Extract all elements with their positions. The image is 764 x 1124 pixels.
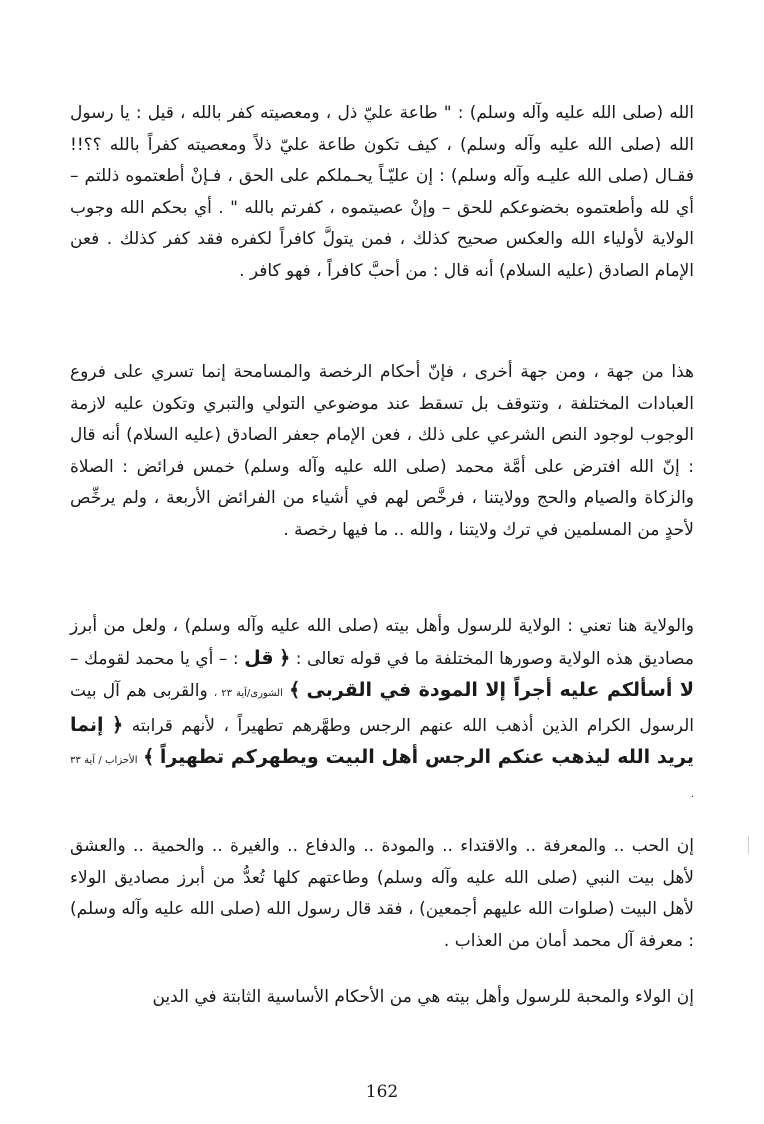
margin-mark	[748, 836, 749, 854]
paragraph-2: هذا من جهة ، ومن جهة أخرى ، فإنّ أحكام الرخصة والمسامحة إنما تسري على فروع العبادات المختلفة ، وتتوقف بل تسقط عند موضوعي التولي والتبري وتكون عليه لازمة الوجوب لوجود النص الشرعي على ذلك ، فعن الإمام جعفر الصادق (عليه السلام) أنه قال : إنّ الله افترض على أمَّة محمد (صلى الله عليه وآله وسلم) خمس فرائض : الصلاة والزكاة والصيام والحج وولايتنا ، فرخَّص لهم في أشياء من الفرائض الأربعة ، ولم يرخِّص لأحدٍ من المسلمين في ترك ولايتنا ، والله .. ما فيها رخصة .	[70, 362, 694, 540]
paragraph-3	[70, 611, 694, 810]
verse-reference-shura: الشورى/آية ٢٣ ،	[213, 688, 283, 699]
quran-bracket-open: ﴿	[279, 646, 291, 669]
quran-bracket-open-2: ﴿	[112, 713, 124, 736]
paragraph-4: إن الحب .. والمعرفة .. والاقتداء .. والمودة .. والدفاع .. والغيرة .. والحمية .. والعشق لأهل بيت النبي (صلى الله عليه وآله وسلم) وطاعتهم كلها تُعدُّ من أبرز مصاديق الولاء لأهل البيت (صلوات الله عليهم أجمعين) ، فقد قال رسول الله (صلى الله عليه وآله وسلم) : معرفة آل محمد أمان من العذاب .	[70, 836, 694, 951]
quran-verse-ahzab: إنما يريد الله ليذهب عنكم الرجس أهل البيت ويطهركم تطهيراً	[70, 713, 695, 768]
paragraph-3-intro: والولاية هنا تعني : الولاية للرسول وأهل بيته (صلى الله عليه وآله وسلم) ، ولعل من أبرز مصاديق هذه الولاية وصورها المختلفة ما في قوله تعالى :	[70, 616, 694, 669]
page-number: 162	[365, 1082, 399, 1102]
quran-bracket-close-2: ﴾	[143, 746, 155, 768]
quran-word-say: قل	[244, 646, 274, 669]
paragraph-3-continuation: والقربى هم آل بيت الرسول الكرام الذين أذهب الله عنهم الرجس وطهَّرهم تطهيراً ، لأنهم قرابته	[70, 681, 694, 736]
paragraph-1: الله (صلى الله عليه وآله وسلم) : " طاعة عليّ ذل ، ومعصيته كفر بالله ، قيل : يا رسول الله (صلى الله عليه وآله وسلم) ، كيف تكون طاعة عليّ ذلاً ومعصيته كفراً بالله ؟؟!! فقـال (صلى الله عليـه وآله وسلم) : إن عليّـاً يحـملكم على الحق ، فـإنْ أطعتموه ذللتم – أي لله وأطعتموه بخضوعكم للحق – وإنْ عصيتموه ، كفرتم بالله " . أي بحكم الله وجوب الولاية لأولياء الله والعكس صحيح كذلك ، فمن يتولَّ كافراً لكفره فقد كفر كذلك . فعن الإمام الصادق (عليه السلام) أنه قال : من أحبَّ كافراً ، فهو كافر .	[70, 103, 694, 281]
quran-bracket-close: ﴾	[289, 679, 301, 701]
verse-reference-ahzab: الأحزاب / آية ٣٣ .	[70, 755, 694, 800]
paragraph-3-gloss: : – أي يا محمد لقومك –	[70, 648, 239, 669]
quran-verse-shura: لا أسألكم عليه أجراً إلا المودة في القربى	[306, 679, 695, 701]
paragraph-5: إن الولاء والمحبة للرسول وأهل بيته هي من الأحكام الأساسية الثابتة في الدين	[152, 987, 694, 1007]
